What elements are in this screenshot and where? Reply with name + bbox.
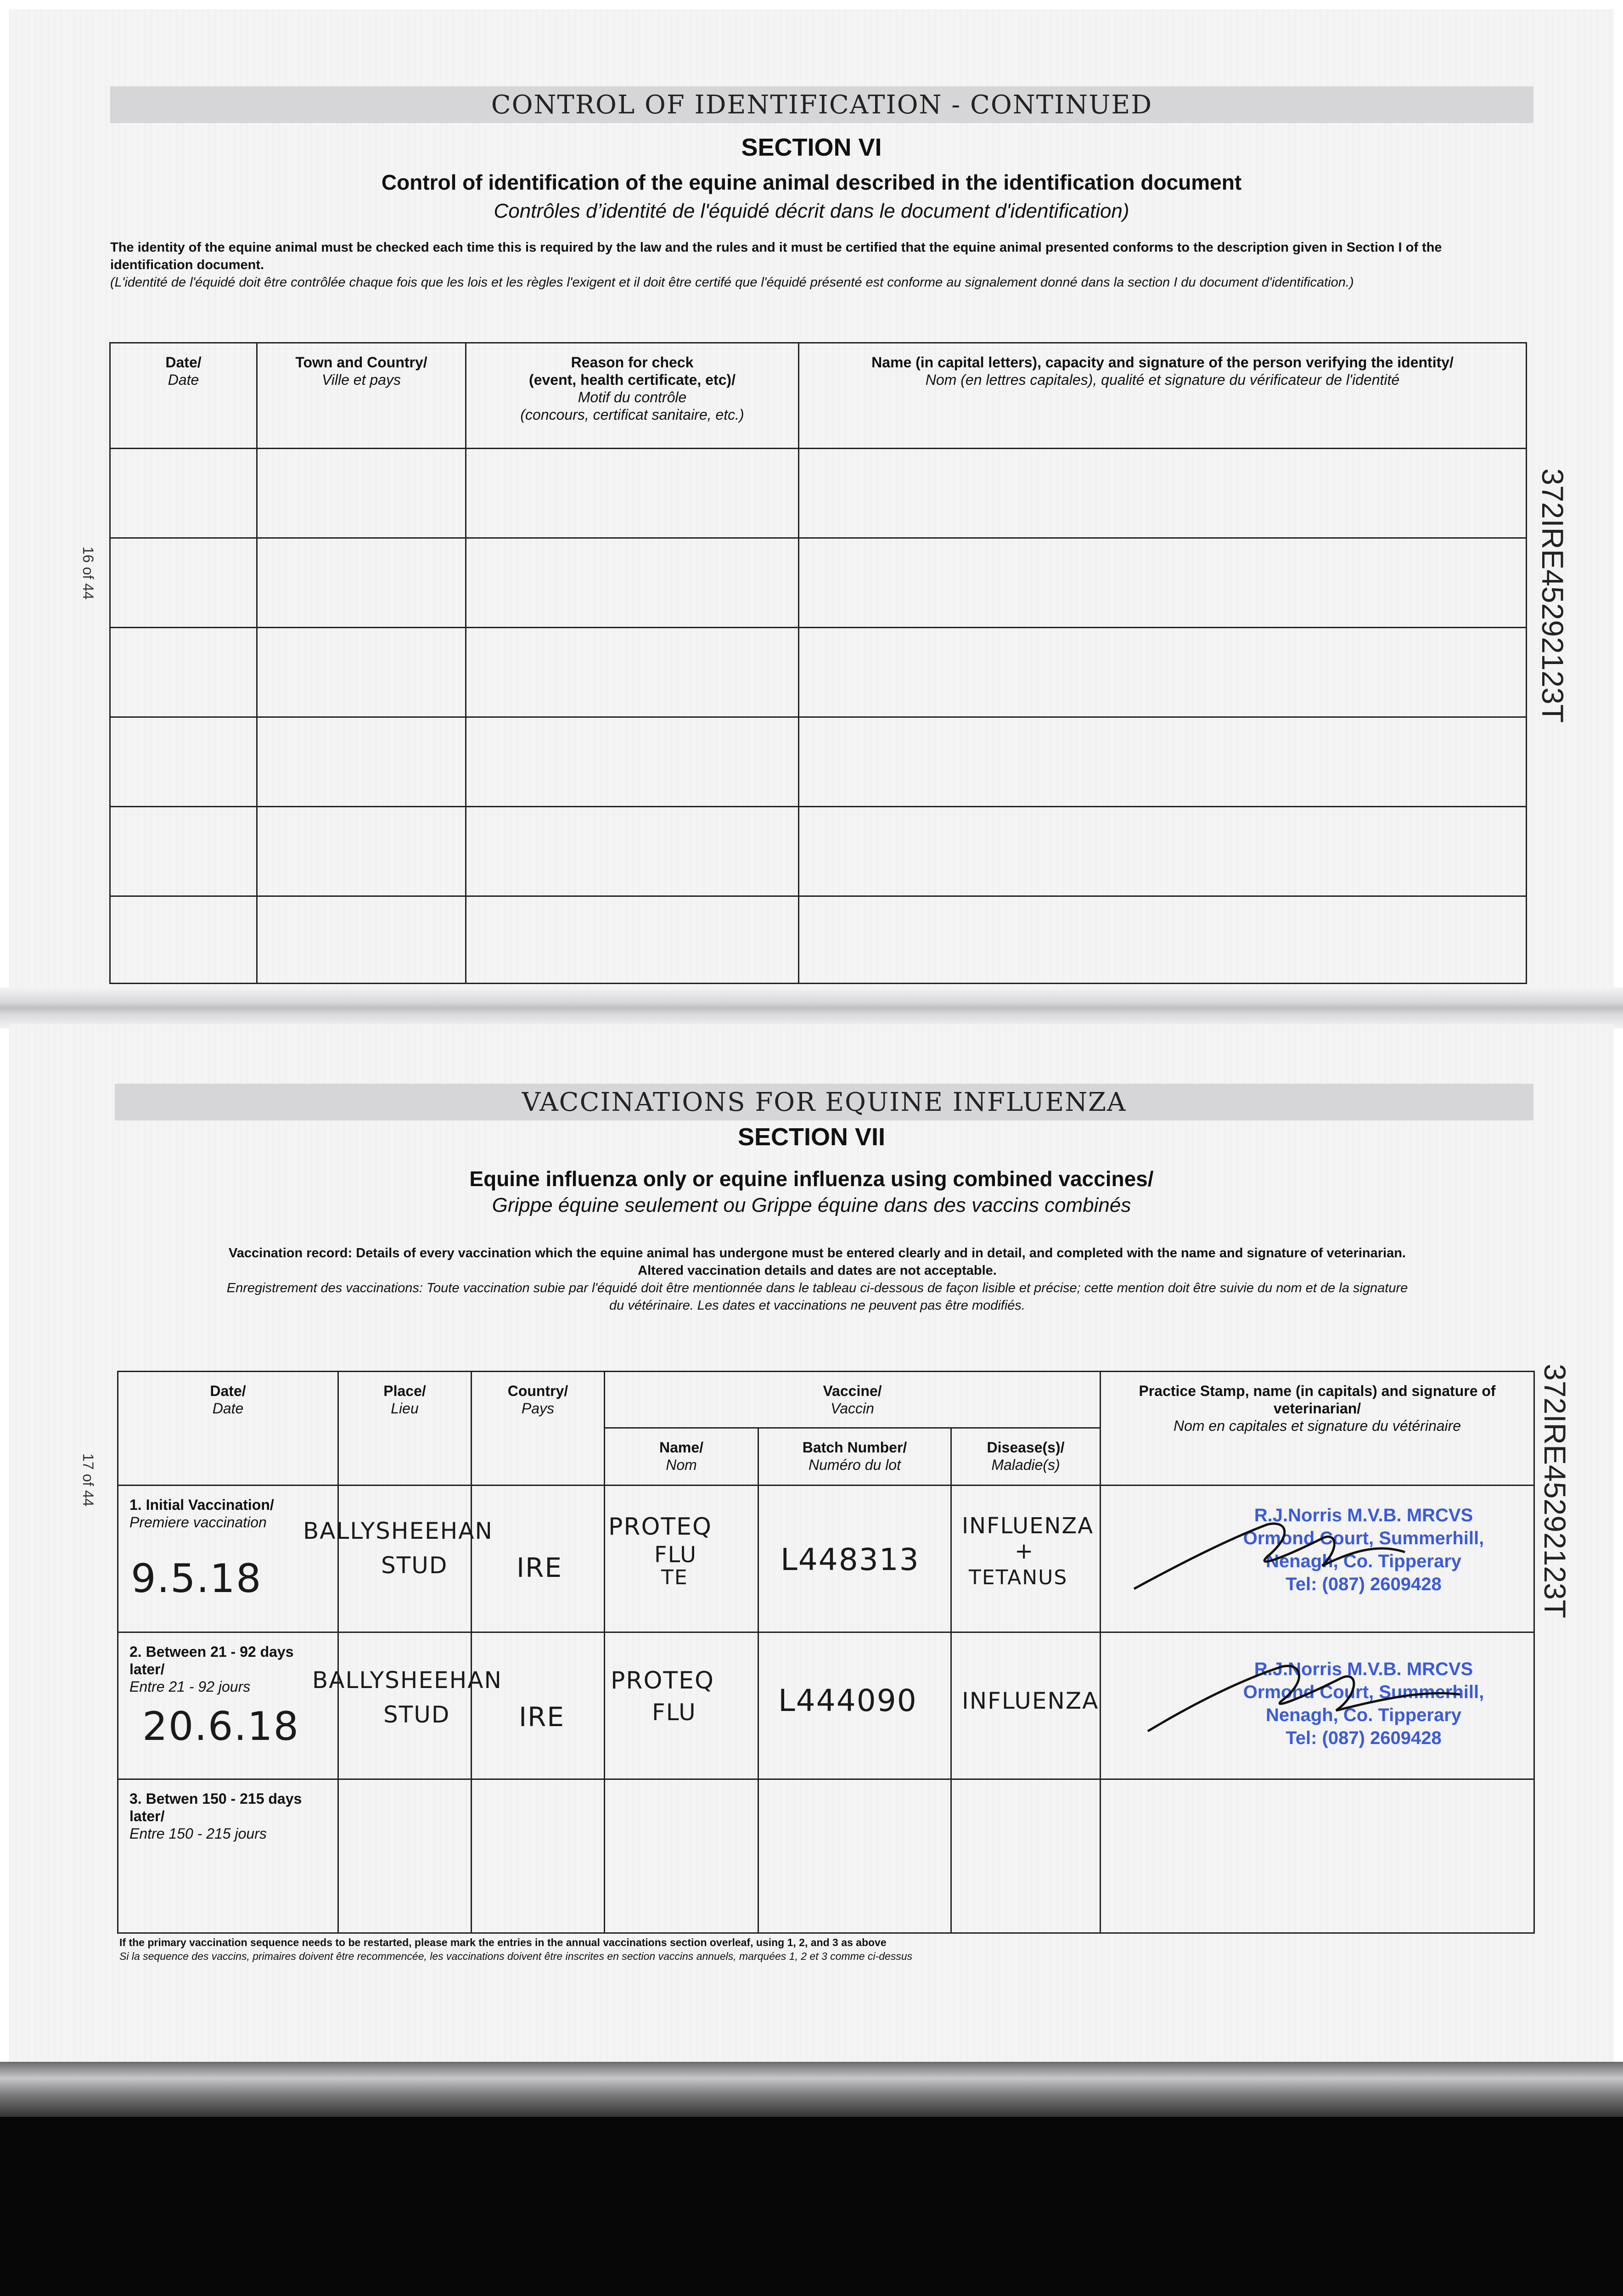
handwritten-batch: L448313 — [781, 1542, 920, 1577]
document-id: 372IRE45292123T — [1538, 1364, 1572, 1619]
section-title: SECTION VI — [741, 134, 882, 161]
page-title-en: Control of identification of the equine animal described in the identification document — [381, 170, 1242, 194]
instructions — [110, 1244, 1524, 1314]
row-label: 3. Betwen 150 - 215 days later/ Entre 150 - 215 jours — [118, 1779, 338, 1933]
section-title: SECTION VII — [737, 1123, 886, 1151]
footer-note-fr: Si la sequence des vaccins, primaires doivent être recommencée, les vaccinations doivent être inscrites en section vaccins annuels, marquées 1, 2 et 3 comme ci-dessus — [119, 1950, 913, 1962]
instructions-fr-2: du vétérinaire. Les dates et vaccinations ne peuvent pas être modifiés. — [609, 1298, 1025, 1313]
page-section-vi — [9, 9, 1614, 996]
handwritten-batch: L444090 — [778, 1683, 917, 1718]
document-id: 372IRE45292123T — [1536, 468, 1570, 723]
practice-stamp: R.J.Norris M.V.B. MRCVS Ormond Court, Summerhill, Nenagh, Co. Tipperary Tel: (087) 2609428 — [1243, 1659, 1484, 1748]
table-row — [110, 449, 1527, 538]
table-header-row — [110, 343, 1527, 449]
handwritten-vaccine: FLU — [652, 1699, 696, 1726]
table-row — [110, 538, 1527, 628]
table-row — [110, 628, 1527, 717]
col-verifier: Name (in capital letters), capacity and signature of the person verifying the identity/ Nom (en lettres capitales), qualité et signature du vérificateur de l'identité — [799, 343, 1527, 449]
col-place: Place/ Lieu — [338, 1372, 472, 1486]
handwritten-disease: INFLUENZA — [962, 1513, 1094, 1539]
handwritten-place: STUD — [383, 1701, 450, 1728]
table-row — [118, 1779, 1534, 1933]
instructions-en-1: Vaccination record: Details of every vaccination which the equine animal has undergone must be entered clearly and in detail, and completed with the name and signature of veterinarian. — [229, 1246, 1406, 1261]
banner-title: CONTROL OF IDENTIFICATION - CONTINUED — [491, 90, 1153, 120]
instructions-fr-1: Enregistrement des vaccinations: Toute vaccination subie par l'équidé doit être mentionnée dans le tableau ci-dessous de façon lisible et précise; cette mention doit être suivie du nom et de la signature — [226, 1281, 1408, 1295]
footer-note-en: If the primary vaccination sequence needs to be restarted, please mark the entries in the annual vaccinations section overleaf, using 1, 2, and 3 as above — [119, 1936, 887, 1948]
handwritten-date: 9.5.18 — [131, 1556, 262, 1602]
col-vaccine: Vaccine/ Vaccin — [605, 1372, 1101, 1428]
book-cover-edge — [0, 2062, 1623, 2117]
col-practice-stamp: Practice Stamp, name (in capitals) and signature of veterinarian/ Nom en capitales et signature du vétérinaire — [1101, 1372, 1534, 1486]
handwritten-vaccine: PROTEQ — [611, 1667, 714, 1694]
page-section-vii — [9, 1024, 1614, 2062]
handwritten-vaccine: FLU — [654, 1542, 697, 1568]
col-vaccine-name: Name/ Nom — [605, 1428, 758, 1486]
handwritten-disease: TETANUS — [969, 1566, 1068, 1589]
handwritten-place: STUD — [381, 1552, 448, 1579]
col-date: Date/ Date — [110, 343, 257, 449]
handwritten-vaccine: PROTEQ — [608, 1513, 712, 1541]
table-header-row — [118, 1372, 1534, 1428]
page-title-en: Equine influenza only or equine influenza using combined vaccines/ — [469, 1167, 1154, 1191]
handwritten-disease: + — [1015, 1538, 1034, 1564]
section-banner — [110, 86, 1533, 123]
veterinarian-signature — [1143, 1653, 1465, 1745]
handwritten-disease: INFLUENZA — [962, 1688, 1099, 1714]
table-row — [110, 807, 1527, 896]
handwritten-country: IRE — [517, 1552, 563, 1583]
instructions-fr: (L'identité de l'équidé doit être contrôlée chaque fois que les lois et les règles l'exigent et il doit être certifé que l'équidé présenté est conforme au signalement donné dans la section I du document d'identification.) — [110, 275, 1354, 290]
identity-check-table — [109, 342, 1527, 984]
handwritten-country: IRE — [519, 1701, 565, 1733]
col-reason: Reason for check (event, health certificate, etc)/ Motif du contrôle (concours, certificat sanitaire, etc.) — [466, 343, 799, 449]
page-number: 17 of 44 — [80, 1453, 96, 1507]
scan-background — [0, 2117, 1623, 2296]
page-number: 16 of 44 — [80, 546, 96, 600]
practice-stamp: R.J.Norris M.V.B. MRCVS Ormond Court, Summerhill, Nenagh, Co. Tipperary Tel: (087) 2609428 — [1243, 1505, 1484, 1594]
col-town-country: Town and Country/ Ville et pays — [257, 343, 466, 449]
book-spine — [0, 987, 1623, 1029]
handwritten-vaccine: TE — [661, 1566, 688, 1589]
page-title-fr: Contrôles d’identité de l'équidé décrit dans le document d'identification) — [494, 200, 1129, 222]
instructions-en-2: Altered vaccination details and dates are not acceptable. — [638, 1263, 997, 1278]
handwritten-date: 20.6.18 — [142, 1704, 300, 1750]
handwritten-place: BALLYSHEEHAN — [303, 1518, 493, 1544]
table-row — [110, 896, 1527, 984]
row-label: 1. Initial Vaccination/ Premiere vaccination — [118, 1486, 338, 1632]
page-title-fr: Grippe équine seulement ou Grippe équine dans des vaccins combinés — [492, 1194, 1131, 1216]
col-disease: Disease(s)/ Maladie(s) — [951, 1428, 1101, 1486]
instructions-en: The identity of the equine animal must be checked each time this is required by the law and the rules and it must be certified that the equine animal presented conforms to the description given in Section I of the identification document. — [110, 240, 1442, 272]
veterinarian-signature — [1129, 1511, 1414, 1603]
banner-title: VACCINATIONS FOR EQUINE INFLUENZA — [522, 1087, 1127, 1117]
col-country: Country/ Pays — [472, 1372, 605, 1486]
table-row — [110, 717, 1527, 807]
instructions — [110, 239, 1497, 291]
footer-note — [119, 1936, 1524, 1963]
col-date: Date/ Date — [118, 1372, 338, 1486]
row-label: 2. Between 21 - 92 days later/ Entre 21 - 92 jours — [118, 1632, 338, 1779]
vaccination-table — [117, 1371, 1535, 1934]
section-banner — [115, 1084, 1533, 1120]
col-batch-number: Batch Number/ Numéro du lot — [758, 1428, 951, 1486]
handwritten-place: BALLYSHEEHAN — [312, 1667, 502, 1694]
